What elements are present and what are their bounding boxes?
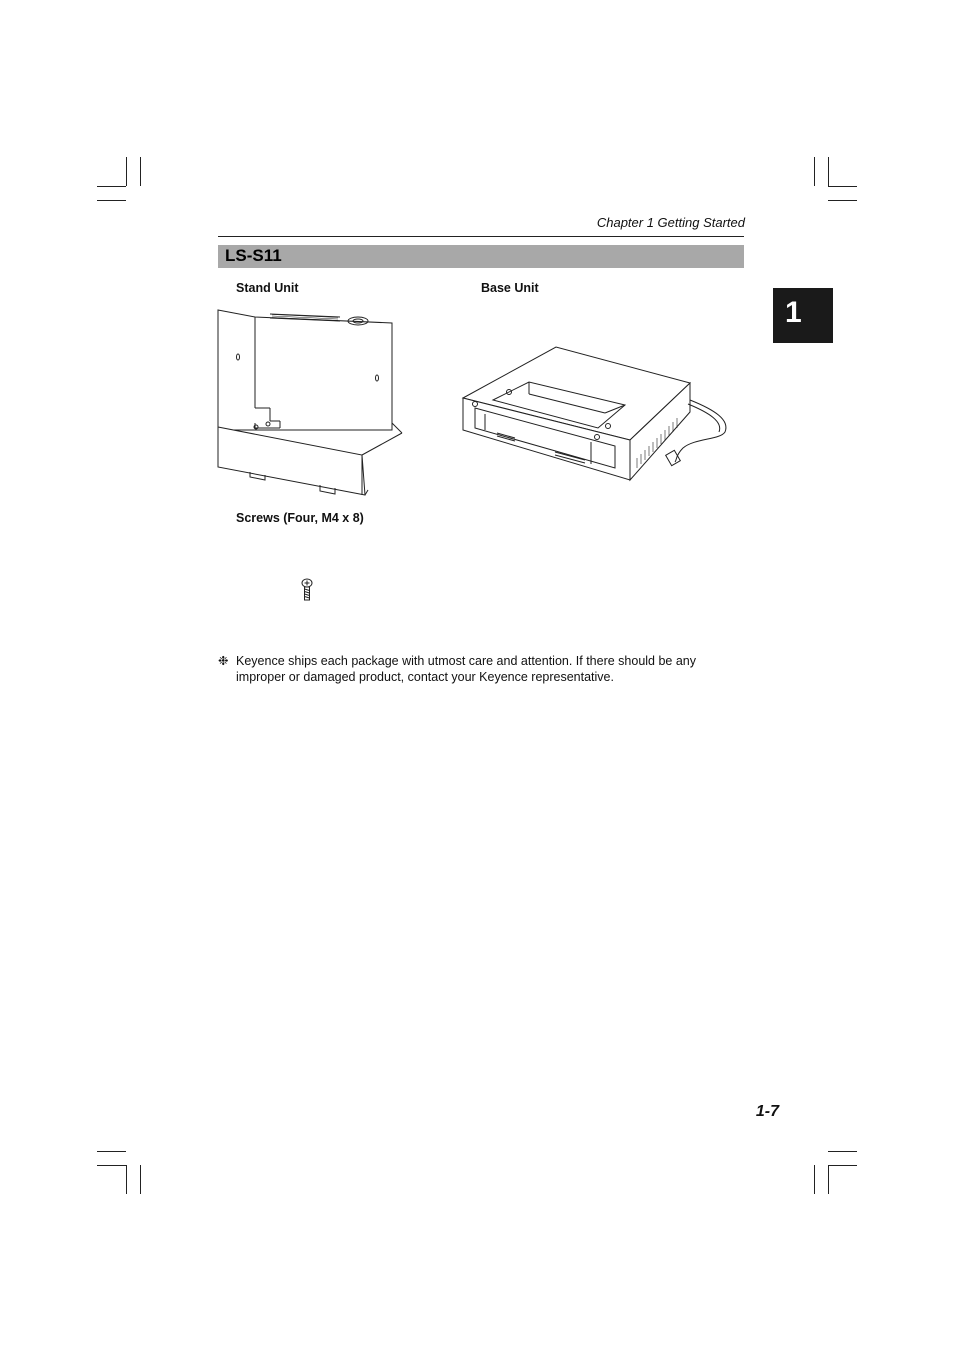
chapter-header: Chapter 1 Getting Started	[596, 215, 745, 230]
screw-icon	[300, 578, 314, 602]
section-title: LS-S11	[225, 246, 282, 265]
chapter-tab-number: 1	[785, 296, 802, 329]
section-bar	[218, 245, 744, 268]
base-unit-illustration	[455, 340, 735, 490]
note-text: Keyence ships each package with utmost care and attention. If there should be any improper or damaged product, contact your Keyence representative.	[236, 654, 697, 684]
header-rule	[218, 236, 744, 237]
chapter-tab	[773, 288, 833, 343]
stand-unit-label: Stand Unit	[236, 281, 299, 295]
stand-unit-illustration	[210, 305, 410, 500]
base-unit-label: Base Unit	[481, 281, 539, 295]
page-number: 1-7	[755, 1103, 779, 1120]
note	[218, 653, 744, 685]
screws-label: Screws (Four, M4 x 8)	[236, 511, 364, 525]
note-bullet-icon: ❉	[218, 654, 229, 668]
